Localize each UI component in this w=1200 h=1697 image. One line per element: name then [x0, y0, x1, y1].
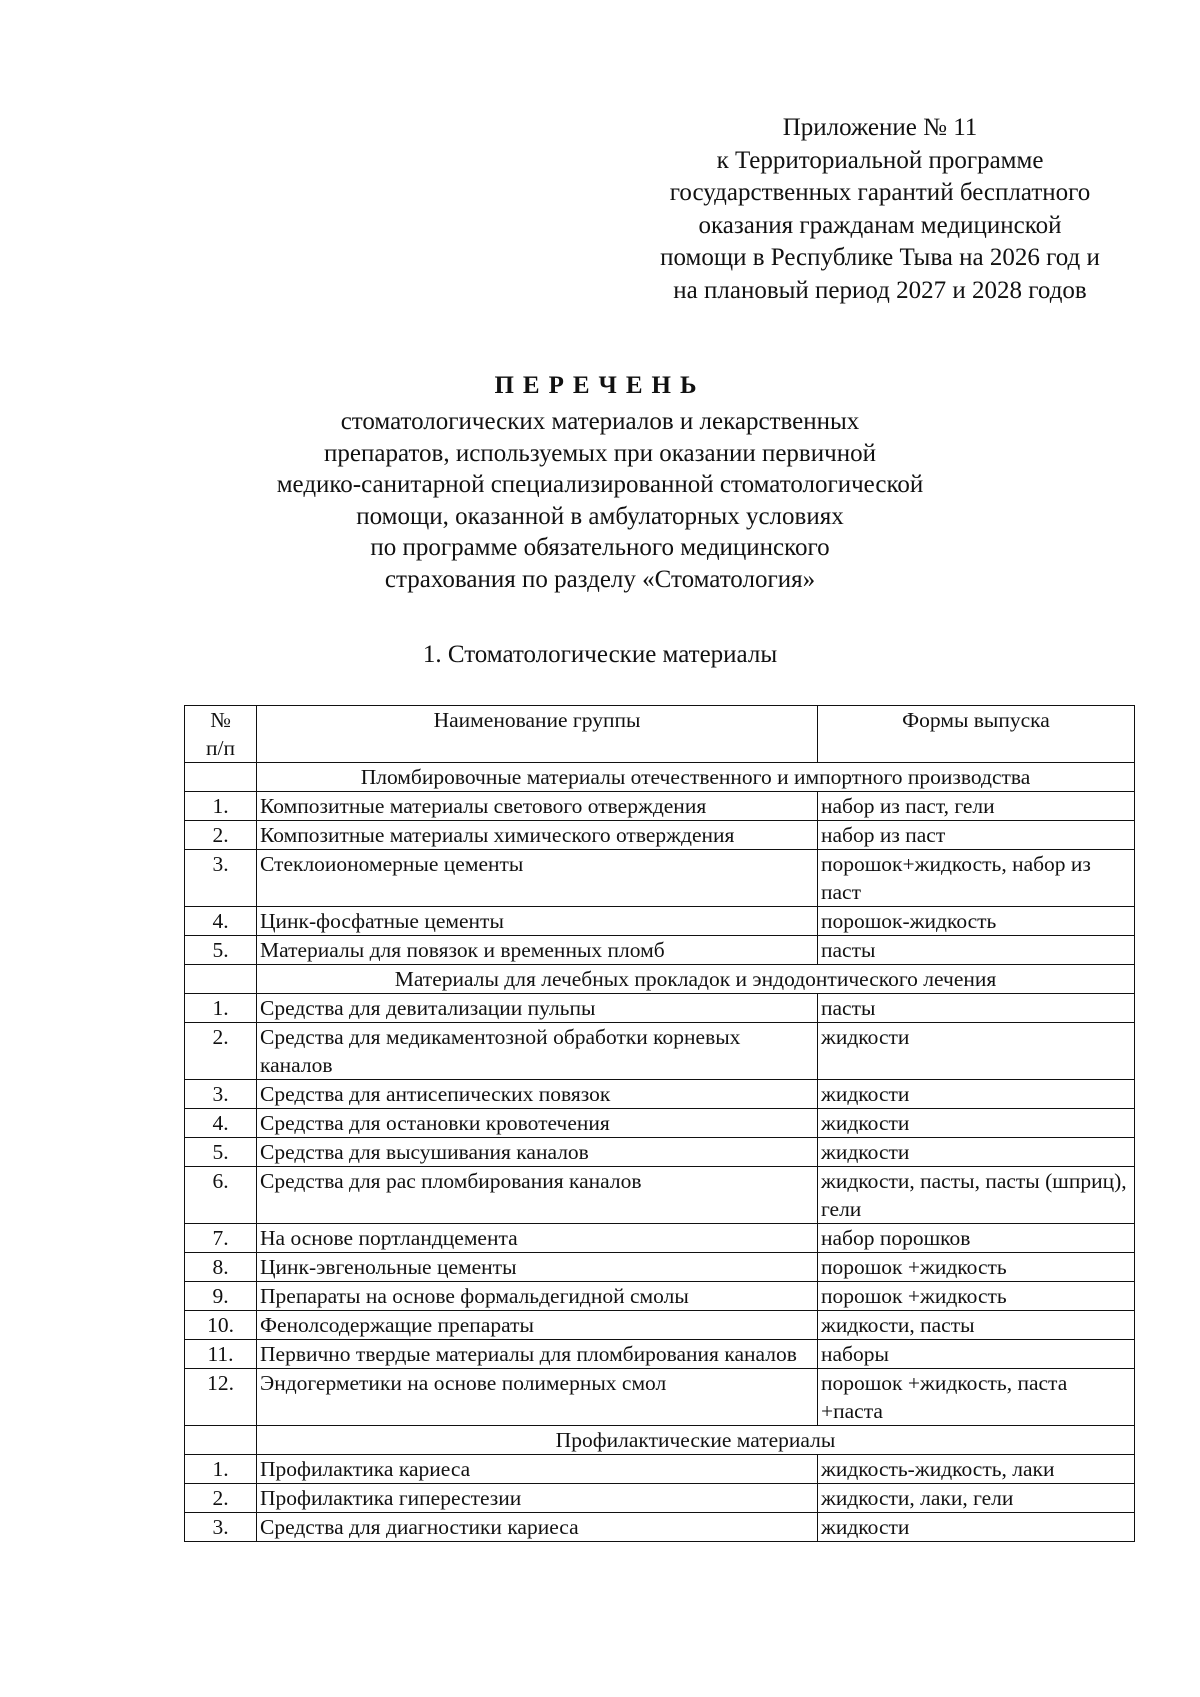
table-header-row	[185, 706, 1135, 763]
table-row	[185, 907, 1135, 936]
row-num-cell: 7.	[185, 1224, 257, 1253]
group-num-cell	[185, 1426, 257, 1455]
row-form-cell: жидкости, пасты, пасты (шприц), гели	[818, 1167, 1135, 1224]
row-form-cell: жидкости	[818, 1109, 1135, 1138]
row-name-cell: Фенолсодержащие препараты	[257, 1311, 818, 1340]
table-row	[185, 1138, 1135, 1167]
table-row	[185, 994, 1135, 1023]
appendix-line: Приложение № 11	[782, 114, 978, 141]
row-form-cell: жидкости, пасты	[818, 1311, 1135, 1340]
table-row	[185, 1109, 1135, 1138]
row-name-cell: Средства для остановки кровотечения	[257, 1109, 818, 1138]
row-num-cell: 3.	[185, 850, 257, 907]
subtitle-line: препаратов, используемых при оказании первичной	[324, 439, 876, 467]
row-name-cell: Средства для медикаментозной обработки корневых каналов	[257, 1023, 818, 1080]
row-num-cell: 1.	[185, 1455, 257, 1484]
row-num-cell: 5.	[185, 1138, 257, 1167]
row-num-cell: 11.	[185, 1340, 257, 1369]
row-name-cell: Композитные материалы химического отверждения	[257, 821, 818, 850]
table-group-row	[185, 1426, 1135, 1455]
row-name-cell: Цинк-фосфатные цементы	[257, 907, 818, 936]
group-title-cell: Материалы для лечебных прокладок и эндодонтического лечения	[257, 965, 1135, 994]
table-row	[185, 1311, 1135, 1340]
table-row	[185, 821, 1135, 850]
row-form-cell: порошок+жидкость, набор из паст	[818, 850, 1135, 907]
appendix-line: государственных гарантий бесплатного	[669, 179, 1091, 206]
subtitle-line: помощи, оказанной в амбулаторных условиях	[356, 502, 844, 530]
row-form-cell: порошок +жидкость	[818, 1282, 1135, 1311]
row-num-cell: 2.	[185, 1023, 257, 1080]
header-num-cell	[185, 706, 257, 763]
row-num-cell: 6.	[185, 1167, 257, 1224]
row-num-cell: 4.	[185, 1109, 257, 1138]
row-form-cell: порошок-жидкость	[818, 907, 1135, 936]
table-row	[185, 1455, 1135, 1484]
row-form-cell: жидкости, лаки, гели	[818, 1484, 1135, 1513]
row-num-cell: 2.	[185, 1484, 257, 1513]
document-title: ПЕРЕЧЕНЬ	[494, 372, 706, 399]
table-row	[185, 936, 1135, 965]
subtitle-line: медико-санитарной специализированной стоматологической	[276, 471, 924, 498]
table-group-row	[185, 763, 1135, 792]
table-row	[185, 792, 1135, 821]
table-row	[185, 850, 1135, 907]
appendix-line: на плановый период 2027 и 2028 годов	[673, 276, 1087, 304]
subtitle-line: по программе обязательного медицинского	[370, 534, 830, 561]
section-title: 1. Стоматологические материалы	[422, 641, 778, 668]
row-form-cell: жидкости	[818, 1023, 1135, 1080]
group-num-cell	[185, 965, 257, 994]
row-form-cell: пасты	[818, 936, 1135, 965]
row-form-cell: порошок +жидкость, паста +паста	[818, 1369, 1135, 1426]
table-row	[185, 1340, 1135, 1369]
row-form-cell: пасты	[818, 994, 1135, 1023]
table-row	[185, 1224, 1135, 1253]
appendix-header	[620, 112, 1140, 307]
row-form-cell: жидкости	[818, 1513, 1135, 1542]
group-title-cell: Пломбировочные материалы отечественного и импортного производства	[257, 763, 1135, 792]
row-name-cell: Средства для рас пломбирования каналов	[257, 1167, 818, 1224]
row-num-cell: 3.	[185, 1080, 257, 1109]
header-num-line1: №	[210, 708, 231, 732]
table-row	[185, 1253, 1135, 1282]
row-form-cell: наборы	[818, 1340, 1135, 1369]
row-form-cell: жидкость-жидкость, лаки	[818, 1455, 1135, 1484]
table-row	[185, 1023, 1135, 1080]
row-name-cell: Средства для антисепических повязок	[257, 1080, 818, 1109]
table-group-row	[185, 965, 1135, 994]
row-num-cell: 9.	[185, 1282, 257, 1311]
subtitle-line: стоматологических материалов и лекарственных	[340, 408, 860, 435]
row-form-cell: набор из паст, гели	[818, 792, 1135, 821]
row-num-cell: 5.	[185, 936, 257, 965]
row-name-cell: На основе портландцемента	[257, 1224, 818, 1253]
row-num-cell: 3.	[185, 1513, 257, 1542]
materials-table-body	[185, 706, 1135, 1542]
row-name-cell: Профилактика гиперестезии	[257, 1484, 818, 1513]
row-form-cell: жидкости	[818, 1138, 1135, 1167]
subtitle-line: страхования по разделу «Стоматология»	[384, 565, 816, 593]
row-num-cell: 12.	[185, 1369, 257, 1426]
row-name-cell: Материалы для повязок и временных пломб	[257, 936, 818, 965]
row-num-cell: 8.	[185, 1253, 257, 1282]
row-name-cell: Первично твердые материалы для пломбирования каналов	[257, 1340, 818, 1369]
row-num-cell: 1.	[185, 792, 257, 821]
header-name-cell: Наименование группы	[257, 706, 818, 763]
row-num-cell: 4.	[185, 907, 257, 936]
row-name-cell: Средства для девитализации пульпы	[257, 994, 818, 1023]
table-row	[185, 1484, 1135, 1513]
row-name-cell: Средства для диагностики кариеса	[257, 1513, 818, 1542]
row-form-cell: порошок +жидкость	[818, 1253, 1135, 1282]
row-form-cell: набор порошков	[818, 1224, 1135, 1253]
table-row	[185, 1080, 1135, 1109]
group-title-cell: Профилактические материалы	[257, 1426, 1135, 1455]
table-row	[185, 1513, 1135, 1542]
row-num-cell: 1.	[185, 994, 257, 1023]
row-name-cell: Препараты на основе формальдегидной смолы	[257, 1282, 818, 1311]
row-num-cell: 2.	[185, 821, 257, 850]
row-name-cell: Цинк-эвгенольные цементы	[257, 1253, 818, 1282]
row-name-cell: Профилактика кариеса	[257, 1455, 818, 1484]
header-num-line2: п/п	[206, 736, 235, 760]
table-row	[185, 1369, 1135, 1426]
table-row	[185, 1167, 1135, 1224]
appendix-line: к Территориальной программе	[716, 146, 1044, 174]
appendix-line: помощи в Республике Тыва на 2026 год и	[660, 244, 1100, 271]
materials-table	[184, 705, 1135, 1542]
row-name-cell: Композитные материалы светового отверждения	[257, 792, 818, 821]
table-row	[185, 1282, 1135, 1311]
row-form-cell: жидкости	[818, 1080, 1135, 1109]
row-name-cell: Средства для высушивания каналов	[257, 1138, 818, 1167]
row-name-cell: Стеклоиономерные цементы	[257, 850, 818, 907]
row-num-cell: 10.	[185, 1311, 257, 1340]
header-form-cell: Формы выпуска	[818, 706, 1135, 763]
document-subtitle	[160, 406, 1040, 595]
group-num-cell	[185, 763, 257, 792]
row-form-cell: набор из паст	[818, 821, 1135, 850]
appendix-line: оказания гражданам медицинской	[698, 211, 1062, 239]
row-name-cell: Эндогерметики на основе полимерных смол	[257, 1369, 818, 1426]
